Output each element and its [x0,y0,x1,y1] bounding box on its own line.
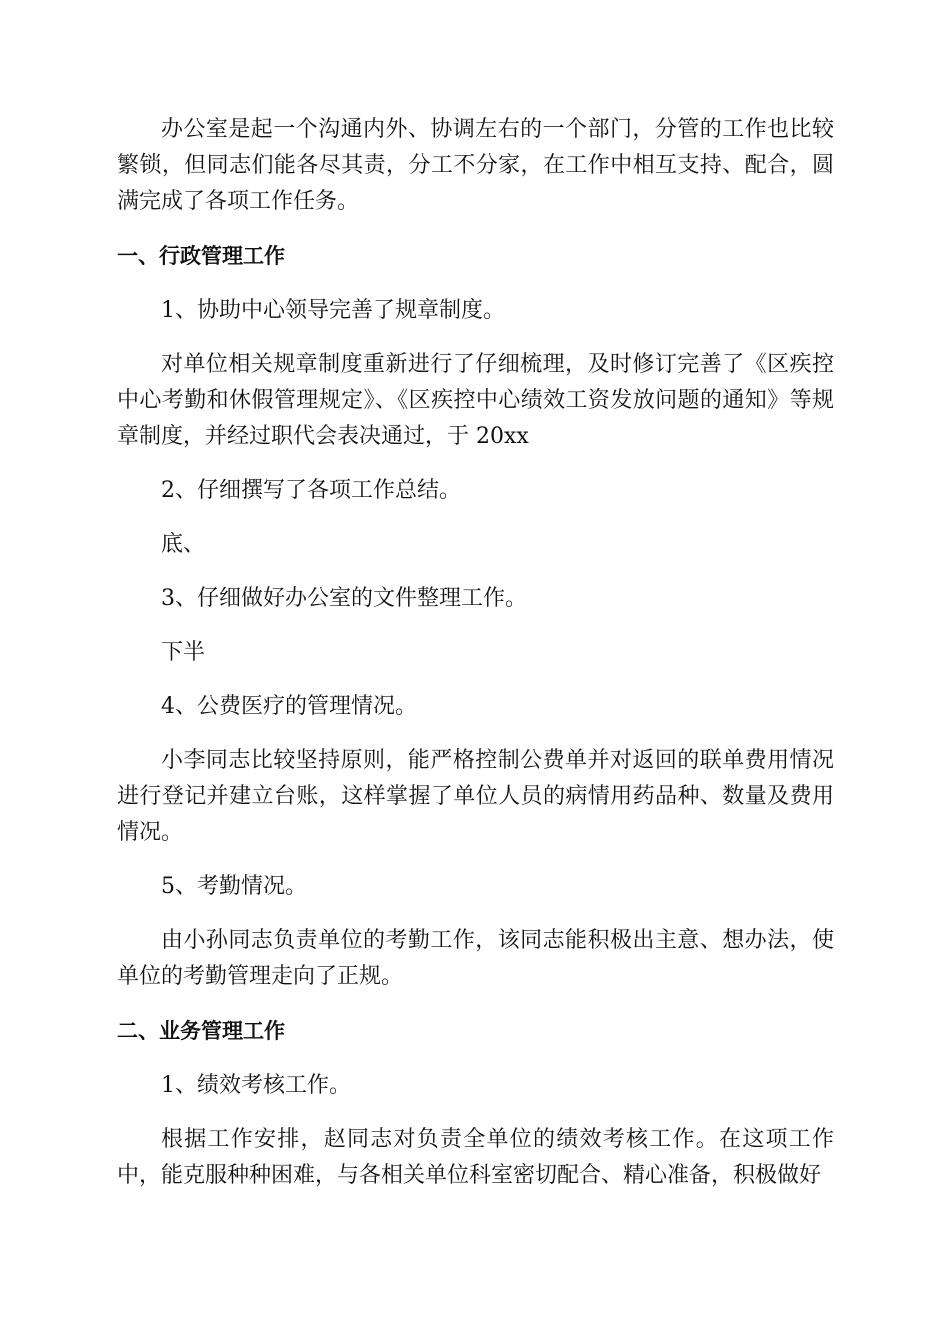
item-body-medical: 小李同志比较坚持原则，能严格控制公费单并对返回的联单费用情况进行登记并建立台账，这样掌握了单位人员的病情用药品种、数量及费用情况。 [117,748,834,845]
item-title-performance: 1、绩效考核工作。 [161,1073,351,1098]
item-body-summaries: 底、 [161,532,206,557]
item-title-attendance: 5、考勤情况。 [161,874,307,899]
item-body-regulations: 对单位相关规章制度重新进行了仔细梳理，及时修订完善了《区疾控中心考勤和休假管理规定》、《区疾控中心绩效工资发放问题的通知》等规章制度，并经过职代会表决通过，于 20xx [117,352,834,449]
item-title-filing: 3、仔细做好办公室的文件整理工作。 [161,586,527,611]
intro-paragraph: 办公室是起一个沟通内外、协调左右的一个部门，分管的工作也比较繁锁，但同志们能各尽其责，分工不分家，在工作中相互支持、配合，圆满完成了各项工作任务。 [117,117,834,214]
item-body-attendance: 由小孙同志负责单位的考勤工作，该同志能积极出主意、想办法，使单位的考勤管理走向了正规。 [117,928,834,989]
item-title-medical: 4、公费医疗的管理情况。 [161,694,417,719]
document-body [117,112,834,1194]
item-title-regulations: 1、协助中心领导完善了规章制度。 [161,298,505,323]
section-heading-administrative: 一、行政管理工作 [117,244,285,268]
item-body-filing: 下半 [161,640,206,665]
item-title-summaries: 2、仔细撰写了各项工作总结。 [161,478,461,503]
section-heading-business: 二、业务管理工作 [117,1019,285,1043]
item-body-performance: 根据工作安排，赵同志对负责全单位的绩效考核工作。在这项工作中，能克服种种困难，与各相关单位科室密切配合、精心准备，积极做好 [117,1127,834,1188]
